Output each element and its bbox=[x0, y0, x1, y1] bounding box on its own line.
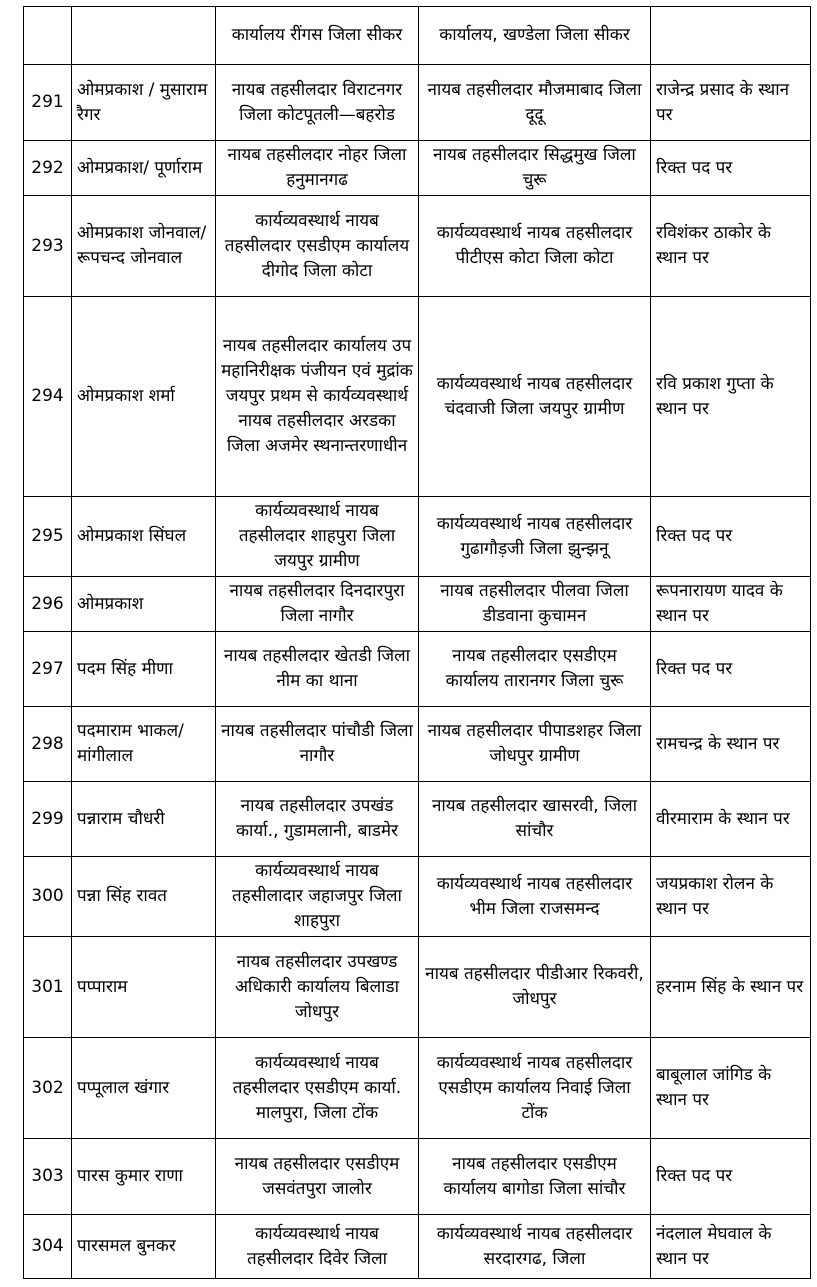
serial-number: 300 bbox=[24, 857, 72, 937]
transfer-table bbox=[23, 6, 811, 1279]
serial-number: 304 bbox=[24, 1215, 72, 1279]
remark: रवि प्रकाश गुप्ता के स्थान पर bbox=[651, 297, 811, 497]
serial-number: 293 bbox=[24, 196, 72, 297]
table-row bbox=[24, 632, 811, 707]
current-posting: नायब तहसीलदार उपखंड कार्या., गुडामलानी, बाडमेर bbox=[216, 782, 419, 857]
table-row bbox=[24, 1139, 811, 1215]
new-posting: नायब तहसीलदार एसडीएम कार्यालय बागोडा जिला सांचौर bbox=[419, 1139, 651, 1215]
new-posting: कार्यव्यवस्थार्थ नायब तहसीलदार गुढागौड़जी जिला झुन्झनू bbox=[419, 497, 651, 577]
officer-name: पप्पाराम bbox=[72, 937, 216, 1038]
new-posting: नायब तहसीलदार एसडीएम कार्यालय तारानगर जिला चुरू bbox=[419, 632, 651, 707]
current-posting: नायब तहसीलदार दिनदारपुरा जिला नागौर bbox=[216, 577, 419, 632]
new-posting: कार्यव्यवस्थार्थ नायब तहसीलदार पीटीएस कोटा जिला कोटा bbox=[419, 196, 651, 297]
current-posting: नायब तहसीलदार खेतडी जिला नीम का थाना bbox=[216, 632, 419, 707]
remark: रिक्त पद पर bbox=[651, 141, 811, 196]
serial-number: 298 bbox=[24, 707, 72, 782]
serial-number bbox=[24, 7, 72, 65]
remark bbox=[651, 7, 811, 65]
new-posting: नायब तहसीलदार पीपाडशहर जिला जोधपुर ग्रामीण bbox=[419, 707, 651, 782]
officer-name: ओमप्रकाश सिंघल bbox=[72, 497, 216, 577]
remark: राजेन्द्र प्रसाद के स्थान पर bbox=[651, 65, 811, 141]
remark: रिक्त पद पर bbox=[651, 497, 811, 577]
officer-name: ओमप्रकाश bbox=[72, 577, 216, 632]
officer-name: ओमप्रकाश जोनवाल/ रूपचन्द जोनवाल bbox=[72, 196, 216, 297]
officer-name: ओमप्रकाश शर्मा bbox=[72, 297, 216, 497]
new-posting: कार्यव्यवस्थार्थ नायब तहसीलदार एसडीएम कार्यालय निवाई जिला टोंक bbox=[419, 1038, 651, 1139]
table-row bbox=[24, 65, 811, 141]
serial-number: 292 bbox=[24, 141, 72, 196]
current-posting: कार्यव्यवस्थार्थ नायब तहसीलदार शाहपुरा जिला जयपुर ग्रामीण bbox=[216, 497, 419, 577]
remark: जयप्रकाश रोलन के स्थान पर bbox=[651, 857, 811, 937]
remark: बाबूलाल जांगिड के स्थान पर bbox=[651, 1038, 811, 1139]
officer-name: पप्पूलाल खंगार bbox=[72, 1038, 216, 1139]
table-row bbox=[24, 497, 811, 577]
new-posting: नायब तहसीलदार खासरवी, जिला सांचौर bbox=[419, 782, 651, 857]
new-posting: कार्यव्यवस्थार्थ नायब तहसीलदार चंदवाजी जिला जयपुर ग्रामीण bbox=[419, 297, 651, 497]
table-row bbox=[24, 297, 811, 497]
current-posting: कार्यव्यवस्थार्थ नायब तहसीलदार एसडीएम कार्या. मालपुरा, जिला टोंक bbox=[216, 1038, 419, 1139]
serial-number: 297 bbox=[24, 632, 72, 707]
table-row bbox=[24, 857, 811, 937]
remark: रूपनारायण यादव के स्थान पर bbox=[651, 577, 811, 632]
officer-name bbox=[72, 7, 216, 65]
new-posting: कार्यव्यवस्थार्थ नायब तहसीलदार सरदारगढ, जिला bbox=[419, 1215, 651, 1279]
table-row bbox=[24, 577, 811, 632]
current-posting: नायब तहसीलदार पांचौडी जिला नागौर bbox=[216, 707, 419, 782]
current-posting: कार्यव्यवस्थार्थ नायब तहसीलादार जहाजपुर जिला शाहपुरा bbox=[216, 857, 419, 937]
serial-number: 295 bbox=[24, 497, 72, 577]
table-row bbox=[24, 937, 811, 1038]
current-posting: नायब तहसीलदार उपखण्ड अधिकारी कार्यालय बिलाडा जोधपुर bbox=[216, 937, 419, 1038]
remark: नंदलाल मेघवाल के स्थान पर bbox=[651, 1215, 811, 1279]
remark: रविशंकर ठाकोर के स्थान पर bbox=[651, 196, 811, 297]
serial-number: 302 bbox=[24, 1038, 72, 1139]
table-row bbox=[24, 141, 811, 196]
serial-number: 294 bbox=[24, 297, 72, 497]
remark: वीरमाराम के स्थान पर bbox=[651, 782, 811, 857]
serial-number: 296 bbox=[24, 577, 72, 632]
current-posting: नायब तहसीलदार कार्यालय उप महानिरीक्षक पंजीयन एवं मुद्रांक जयपुर प्रथम से कार्यव्यवस्थार्थ नायब तहसीलदार अरडका जिला अजमेर स्थनान्तरणाधीन bbox=[216, 297, 419, 497]
serial-number: 299 bbox=[24, 782, 72, 857]
remark: हरनाम सिंह के स्थान पर bbox=[651, 937, 811, 1038]
remark: रिक्त पद पर bbox=[651, 1139, 811, 1215]
current-posting: कार्यव्यवस्थार्थ नायब तहसीलदार एसडीएम कार्यालय दीगोद जिला कोटा bbox=[216, 196, 419, 297]
table-row bbox=[24, 7, 811, 65]
table-row bbox=[24, 782, 811, 857]
officer-name: पारसमल बुनकर bbox=[72, 1215, 216, 1279]
new-posting: कार्यव्यवस्थार्थ नायब तहसीलदार भीम जिला राजसमन्द bbox=[419, 857, 651, 937]
new-posting: नायब तहसीलदार पीडीआर रिकवरी, जोधपुर bbox=[419, 937, 651, 1038]
officer-name: ओमप्रकाश / मुसाराम रैगर bbox=[72, 65, 216, 141]
new-posting: नायब तहसीलदार सिद्धमुख जिला चुरू bbox=[419, 141, 651, 196]
officer-name: पदम सिंह मीणा bbox=[72, 632, 216, 707]
officer-name: पन्ना सिंह रावत bbox=[72, 857, 216, 937]
new-posting: नायब तहसीलदार मौजमाबाद जिला दूदू bbox=[419, 65, 651, 141]
table-row bbox=[24, 196, 811, 297]
table-body bbox=[24, 7, 811, 1279]
current-posting: कार्यव्यवस्थार्थ नायब तहसीलदार दिवेर जिला bbox=[216, 1215, 419, 1279]
officer-name: पदमाराम भाकल/मांगीलाल bbox=[72, 707, 216, 782]
officer-name: पारस कुमार राणा bbox=[72, 1139, 216, 1215]
serial-number: 303 bbox=[24, 1139, 72, 1215]
serial-number: 301 bbox=[24, 937, 72, 1038]
officer-name: ओमप्रकाश/ पूर्णाराम bbox=[72, 141, 216, 196]
serial-number: 291 bbox=[24, 65, 72, 141]
current-posting: नायब तहसीलदार नोहर जिला हनुमानगढ bbox=[216, 141, 419, 196]
officer-name: पन्नाराम चौधरी bbox=[72, 782, 216, 857]
remark: रामचन्द्र के स्थान पर bbox=[651, 707, 811, 782]
table-row bbox=[24, 707, 811, 782]
new-posting: नायब तहसीलदार पीलवा जिला डीडवाना कुचामन bbox=[419, 577, 651, 632]
current-posting: नायब तहसीलदार एसडीएम जसवंतपुरा जालोर bbox=[216, 1139, 419, 1215]
remark: रिक्त पद पर bbox=[651, 632, 811, 707]
table-row bbox=[24, 1215, 811, 1279]
current-posting: कार्यालय रींगस जिला सीकर bbox=[216, 7, 419, 65]
table-row bbox=[24, 1038, 811, 1139]
new-posting: कार्यालय, खण्डेला जिला सीकर bbox=[419, 7, 651, 65]
current-posting: नायब तहसीलदार विराटनगर जिला कोटपूतली—बहरोड bbox=[216, 65, 419, 141]
